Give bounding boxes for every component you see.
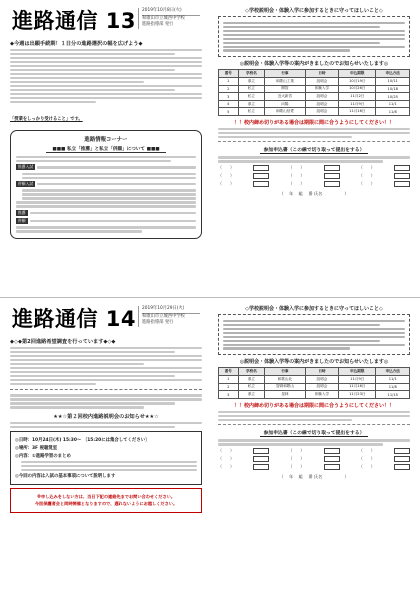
rules-box [218,314,410,355]
table-cell: 11/15 [376,391,410,399]
tag-line-a: 推薦入試 [16,164,196,170]
table-row [219,376,410,384]
table-cell: 説明会 [305,376,339,384]
issue-date: 2019年10月29日(火) [142,306,200,314]
newsletter-issue-14 [0,298,420,595]
briefing-date: ◎日時：10月24日(木) 15:30～ 〔15:20には集合してください〕 [15,437,150,443]
form-row-3: （ ） （ ） （ ） [218,464,410,470]
event-table [218,69,410,116]
event-table [218,367,410,398]
table-cell: 県立 [238,100,265,108]
table-cell: 私立 [238,93,265,101]
department: 進路指導部 発行 [142,320,174,326]
table-cell: 和歌山信愛 [265,108,305,116]
table-cell: 県立 [238,391,265,399]
lead-body [10,49,202,103]
briefing-place: ◎場所：3F 視聴覚室 [15,445,58,451]
issue-meta [138,8,200,29]
table-header-cell: 申込方法 [376,368,410,376]
table-cell: 説明会 [305,108,339,116]
newsletter-title: 進路通信 14 [12,307,137,331]
table-row [219,93,410,101]
right-heading: ◇学校説明会・体験入学に参加するときに守ってほしいこと◇ [245,8,383,14]
table-cell: 11月9日 [339,100,376,108]
cut-line [218,141,410,142]
table-cell: 2 [219,85,239,93]
table-cell: 11月16日 [339,383,376,391]
department: 進路指導部 発行 [142,22,174,28]
form-signature: （ 年 組 番 氏名 ） [279,474,349,480]
table-cell: 11/1 [376,376,410,384]
table-cell: 2 [219,383,239,391]
lead-heading: ◆◇◆第2回進路希望調査を行っています◆◇◆ [10,339,116,345]
table-cell: 説明会 [305,100,339,108]
table-cell: 10/18 [376,85,410,93]
newsletter-issue-13 [0,0,420,297]
masthead [10,4,202,36]
form-row-1: （ ） （ ） （ ） [218,448,410,454]
form-row-2: （ ） （ ） （ ） [218,456,410,462]
table-cell: 私立 [238,108,265,116]
issue13-left-column [0,0,210,297]
table-header-cell: 番号 [219,70,239,78]
table-cell: 11月2日 [339,93,376,101]
issue13-right-column [210,0,420,297]
school-name: 和歌山市立城西中学校 [142,15,185,21]
table-title: ◎説明会・体験入学等の案内がきましたのでお知らせいたします◎ [239,359,389,366]
table-cell: 和歌山北 [265,376,305,384]
briefing-content: ◎内容：①進路学習のまとめ [15,453,71,459]
table-cell: 10月19日 [339,78,376,86]
tag-line-c: 推薦 [16,210,196,216]
table-cell: 11/1 [376,100,410,108]
red-notice-1: ※申し込みをしない方は、当日下記の連絡先までお問い合わせください。 [36,493,176,499]
table-header-cell: 行事 [265,70,305,78]
right-heading: ◇学校説明会・体験入学に参加するときに守ってほしいこと◇ [245,306,383,312]
table-cell: 私立 [238,85,265,93]
table-cell: 10/11 [376,78,410,86]
table-cell: 10/25 [376,93,410,101]
form-row-2: （ ） （ ） （ ） [218,173,410,179]
table-cell: 4 [219,100,239,108]
corner-subtitle: ■■■ 私立「推薦」と私立「併願」について ■■■ [16,146,196,152]
table-header-cell: 番号 [219,368,239,376]
table-cell: 5 [219,108,239,116]
deadline-notice: ！！校内締め切りがある場合は期限に間に合うようにしてください！！ [233,402,394,409]
table-cell: 星林 [265,391,305,399]
table-cell: 智辯和歌山 [265,383,305,391]
table-header-cell: 行事 [265,368,305,376]
corner-title: 進路情報コーナー [84,136,128,143]
table-row [219,108,410,116]
table-cell: 和歌山工業 [265,78,305,86]
table-cell: 向陽 [265,100,305,108]
deadline-notice: ！！校内締め切りがある場合は期限に間に合うようにしてください！！ [233,120,394,127]
table-cell: 開智 [265,85,305,93]
newsletter-title: 進路通信 13 [12,9,137,33]
table-cell: 11月16日 [339,108,376,116]
red-notice-box [10,488,202,513]
form-row-1: （ ） （ ） （ ） [218,165,410,171]
info-corner [10,130,202,239]
table-header-cell: 申込方法 [376,70,410,78]
briefing-note: ◎今回の内容は入試の基本事項について説明します [15,474,116,480]
cut-line [218,424,410,425]
table-row [219,383,410,391]
table-cell: 体験入学 [305,85,339,93]
briefing-box [10,431,202,485]
table-cell: 3 [219,391,239,399]
tag-line-d: 併願 [16,218,196,224]
tag-line-b: 併願入試 [16,181,196,187]
table-cell: 私立 [238,383,265,391]
red-notice-2: 今回保護者会と同時開催となりますので、遅れないようにお越しください。 [34,501,178,507]
form-row-3: （ ） （ ） （ ） [218,181,410,187]
lead-emphasis: 「授業をしっかり受けること」です。 [10,116,83,122]
table-row [219,100,410,108]
table-row [219,85,410,93]
lead-body [10,347,202,385]
briefing-heading: ★★☆第２回校内進路説明会のお知らせ★★☆ [53,413,159,420]
rules-box [218,16,410,57]
table-header-cell: 申込期限 [339,368,376,376]
table-cell: 近大新宮 [265,93,305,101]
lead-heading: ◆今週は出願手続期！１日分の進路選択の幅を広げよう◆ [10,41,143,47]
form-title: 参加申込書（この線で切り取って提出をする） [218,146,410,153]
form-title: 参加申込書（この線で切り取って提出をする） [218,429,410,436]
table-cell: 11/8 [376,108,410,116]
form-signature: （ 年 組 番 氏名 ） [279,191,349,197]
table-header-cell: 学校名 [238,368,265,376]
table-cell: 11月9日 [339,376,376,384]
issue-meta [138,306,200,327]
table-row [219,78,410,86]
table-cell: 10月26日 [339,85,376,93]
table-header-cell: 申込期限 [339,70,376,78]
table-cell: 県立 [238,376,265,384]
separator [10,389,202,390]
table-cell: 11/8 [376,383,410,391]
masthead [10,302,202,334]
issue14-left-column [0,298,210,595]
table-cell: 県立 [238,78,265,86]
table-cell: 説明会 [305,383,339,391]
notice-lines [10,394,202,408]
table-cell: 3 [219,93,239,101]
table-cell: 体験入学 [305,391,339,399]
issue14-right-column [210,298,420,595]
table-cell: 説明会 [305,78,339,86]
table-header-cell: 日時 [305,368,339,376]
table-row [219,391,410,399]
table-cell: 11月23日 [339,391,376,399]
table-header-cell: 日時 [305,70,339,78]
table-title: ◎説明会・体験入学等の案内がきましたのでお知らせいたします◎ [239,61,389,68]
table-cell: 1 [219,376,239,384]
issue-date: 2019年10月8日(火) [142,8,200,16]
table-header-cell: 学校名 [238,70,265,78]
school-name: 和歌山市立城西中学校 [142,313,185,319]
table-cell: 1 [219,78,239,86]
table-cell: 説明会 [305,93,339,101]
